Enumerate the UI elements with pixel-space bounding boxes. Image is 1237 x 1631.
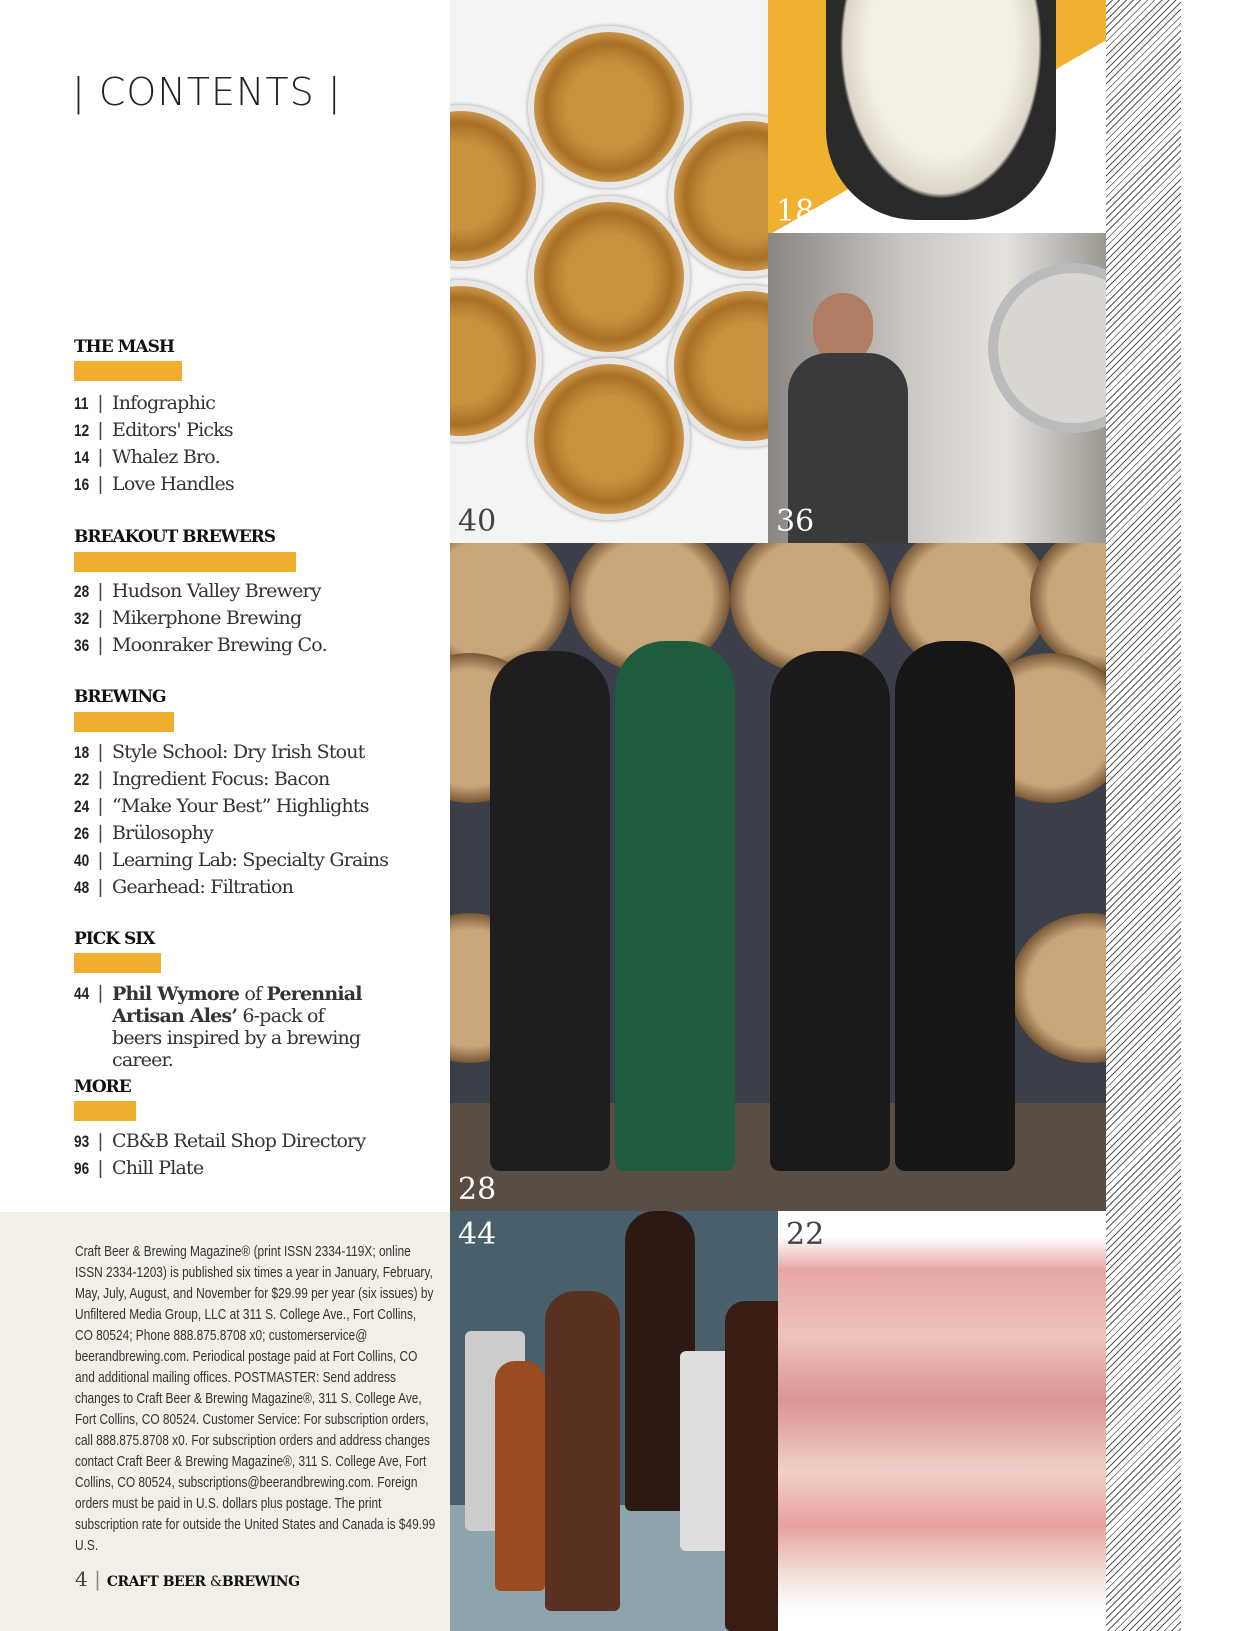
section-heading-the-mash: THE MASH: [74, 337, 174, 357]
toc-item[interactable]: 48 | Gearhead: Filtration: [74, 876, 294, 898]
masthead-footer: [0, 1212, 450, 1631]
toc-label: Love Handles: [112, 473, 234, 495]
toc-label: Gearhead: Filtration: [112, 876, 294, 898]
photo-hudson-valley-brewers[interactable]: [450, 543, 1106, 1211]
photo-page-number: 28: [458, 1172, 497, 1207]
toc-item[interactable]: 28 | Hudson Valley Brewery: [74, 580, 321, 602]
photo-bacon[interactable]: [778, 1211, 1106, 1631]
photo-specialty-grains[interactable]: [450, 0, 768, 543]
section-heading-breakout-brewers: BREAKOUT BREWERS: [74, 527, 276, 547]
toc-item[interactable]: 40 | Learning Lab: Specialty Grains: [74, 849, 389, 871]
toc-text: of: [239, 983, 267, 1005]
toc-item[interactable]: 93 | CB&B Retail Shop Directory: [74, 1130, 366, 1152]
page-number: 18: [74, 743, 90, 762]
photo-page-number: 18: [776, 194, 815, 229]
toc-label: Moonraker Brewing Co.: [112, 634, 327, 656]
photo-brewer-at-tank[interactable]: [768, 233, 1106, 543]
page-number: 32: [74, 609, 90, 628]
toc-item[interactable]: 96 | Chill Plate: [74, 1157, 204, 1179]
toc-label: Hudson Valley Brewery: [112, 580, 321, 602]
photo-page-number: 40: [458, 504, 497, 539]
page-number: 28: [74, 582, 90, 601]
photo-page-number: 22: [786, 1217, 825, 1252]
section-bar: [74, 552, 296, 572]
page-number: 12: [74, 421, 90, 440]
toc-text: 6-pack of beers inspired by a brewing career.: [112, 1005, 361, 1071]
section-bar: [74, 1101, 136, 1121]
toc-item[interactable]: 18 | Style School: Dry Irish Stout: [74, 741, 365, 763]
toc-item[interactable]: 26 | Brülosophy: [74, 822, 214, 844]
page-number: 24: [74, 797, 90, 816]
toc-item[interactable]: 12 | Editors' Picks: [74, 419, 233, 441]
page-number: 14: [74, 448, 90, 467]
page-number: 44: [74, 984, 90, 1003]
section-heading-pick-six: PICK SIX: [74, 929, 155, 949]
page-number: 93: [74, 1132, 90, 1151]
toc-bold-brewery: Perennial Artisan Ales’: [112, 983, 362, 1027]
section-bar: [74, 953, 161, 973]
decorative-stripe: [1106, 0, 1181, 1631]
section-bar: [74, 361, 182, 381]
illustration-pick-six-bottles[interactable]: [450, 1211, 778, 1631]
legal-text: Craft Beer & Brewing Magazine® (print ISSN 2334-119X; online ISSN 2334-1203) is published six times a year in January, February, May, July, August, and November for $29.99 per year (six issues) by Unfiltered Media Group, LLC at 311 S. College Ave., Fort Collins, CO 80524; Phone 888.875.8708 x0; customerservice@ beerandbrewing.com. Periodical postage paid at Fort Collins, CO and additional mailing offices. POSTMASTER: Send address changes to Craft Beer & Brewing Magazine®, 311 S. College Ave, Fort Collins, CO 80524. Customer Service: For subscription orders, call 888.875.8708 x0. For subscription orders and address changes contact Craft Beer & Brewing Magazine®, 311 S. College Ave, Fort Collins, CO 80524, subscriptions@beerandbrewing.com. Foreign orders must be paid in U.S. dollars plus postage. The print subscription rate for outside the United States and Canada is $49.99 U.S.: [75, 1244, 436, 1554]
toc-label: Editors' Picks: [112, 419, 233, 441]
folio: 4 | CRAFT BEER &BREWING: [75, 1567, 300, 1591]
section-heading-more: MORE: [74, 1077, 131, 1097]
page-number: 11: [74, 394, 89, 413]
toc-item[interactable]: 11 | Infographic: [74, 392, 216, 414]
toc-item[interactable]: 14 | Whalez Bro.: [74, 446, 220, 468]
toc-item[interactable]: 24 | “Make Your Best” Highlights: [74, 795, 369, 817]
page-number: 48: [74, 878, 90, 897]
toc-label: Mikerphone Brewing: [112, 607, 302, 629]
photo-page-number: 36: [776, 504, 815, 539]
section-heading-brewing: BREWING: [74, 687, 166, 707]
toc-label: Style School: Dry Irish Stout: [112, 741, 365, 763]
toc-item[interactable]: 44 | Phil Wymore of Perennial Artisan Ales’ 6-pack of beers inspired by a brewing career.: [74, 983, 362, 1071]
toc-label: Ingredient Focus: Bacon: [112, 768, 330, 790]
page-number: 16: [74, 475, 90, 494]
folio-page-number: 4: [75, 1567, 88, 1591]
photo-page-number: 44: [458, 1217, 497, 1252]
toc-label: “Make Your Best” Highlights: [112, 795, 369, 817]
toc-label: CB&B Retail Shop Directory: [112, 1130, 366, 1152]
toc-item[interactable]: 16 | Love Handles: [74, 473, 234, 495]
toc-label: Whalez Bro.: [112, 446, 220, 468]
toc-label: Infographic: [112, 392, 216, 414]
section-bar: [74, 712, 174, 732]
toc-item[interactable]: 36 | Moonraker Brewing Co.: [74, 634, 327, 656]
brand-logo: CRAFT BEER &BREWING: [106, 1574, 300, 1590]
toc-label: Learning Lab: Specialty Grains: [112, 849, 389, 871]
page-number: 40: [74, 851, 90, 870]
toc-label: Brülosophy: [112, 822, 214, 844]
page-number: 22: [74, 770, 90, 789]
photo-dry-irish-stout[interactable]: [768, 0, 1106, 233]
page-title: | CONTENTS |: [72, 70, 342, 114]
page-number: 36: [74, 636, 90, 655]
page-number: 96: [74, 1159, 90, 1178]
toc-bold-name: Phil Wymore: [112, 983, 240, 1005]
page-number: 26: [74, 824, 90, 843]
toc-item[interactable]: 32 | Mikerphone Brewing: [74, 607, 302, 629]
toc-label: Chill Plate: [112, 1157, 204, 1179]
toc-item[interactable]: 22 | Ingredient Focus: Bacon: [74, 768, 330, 790]
